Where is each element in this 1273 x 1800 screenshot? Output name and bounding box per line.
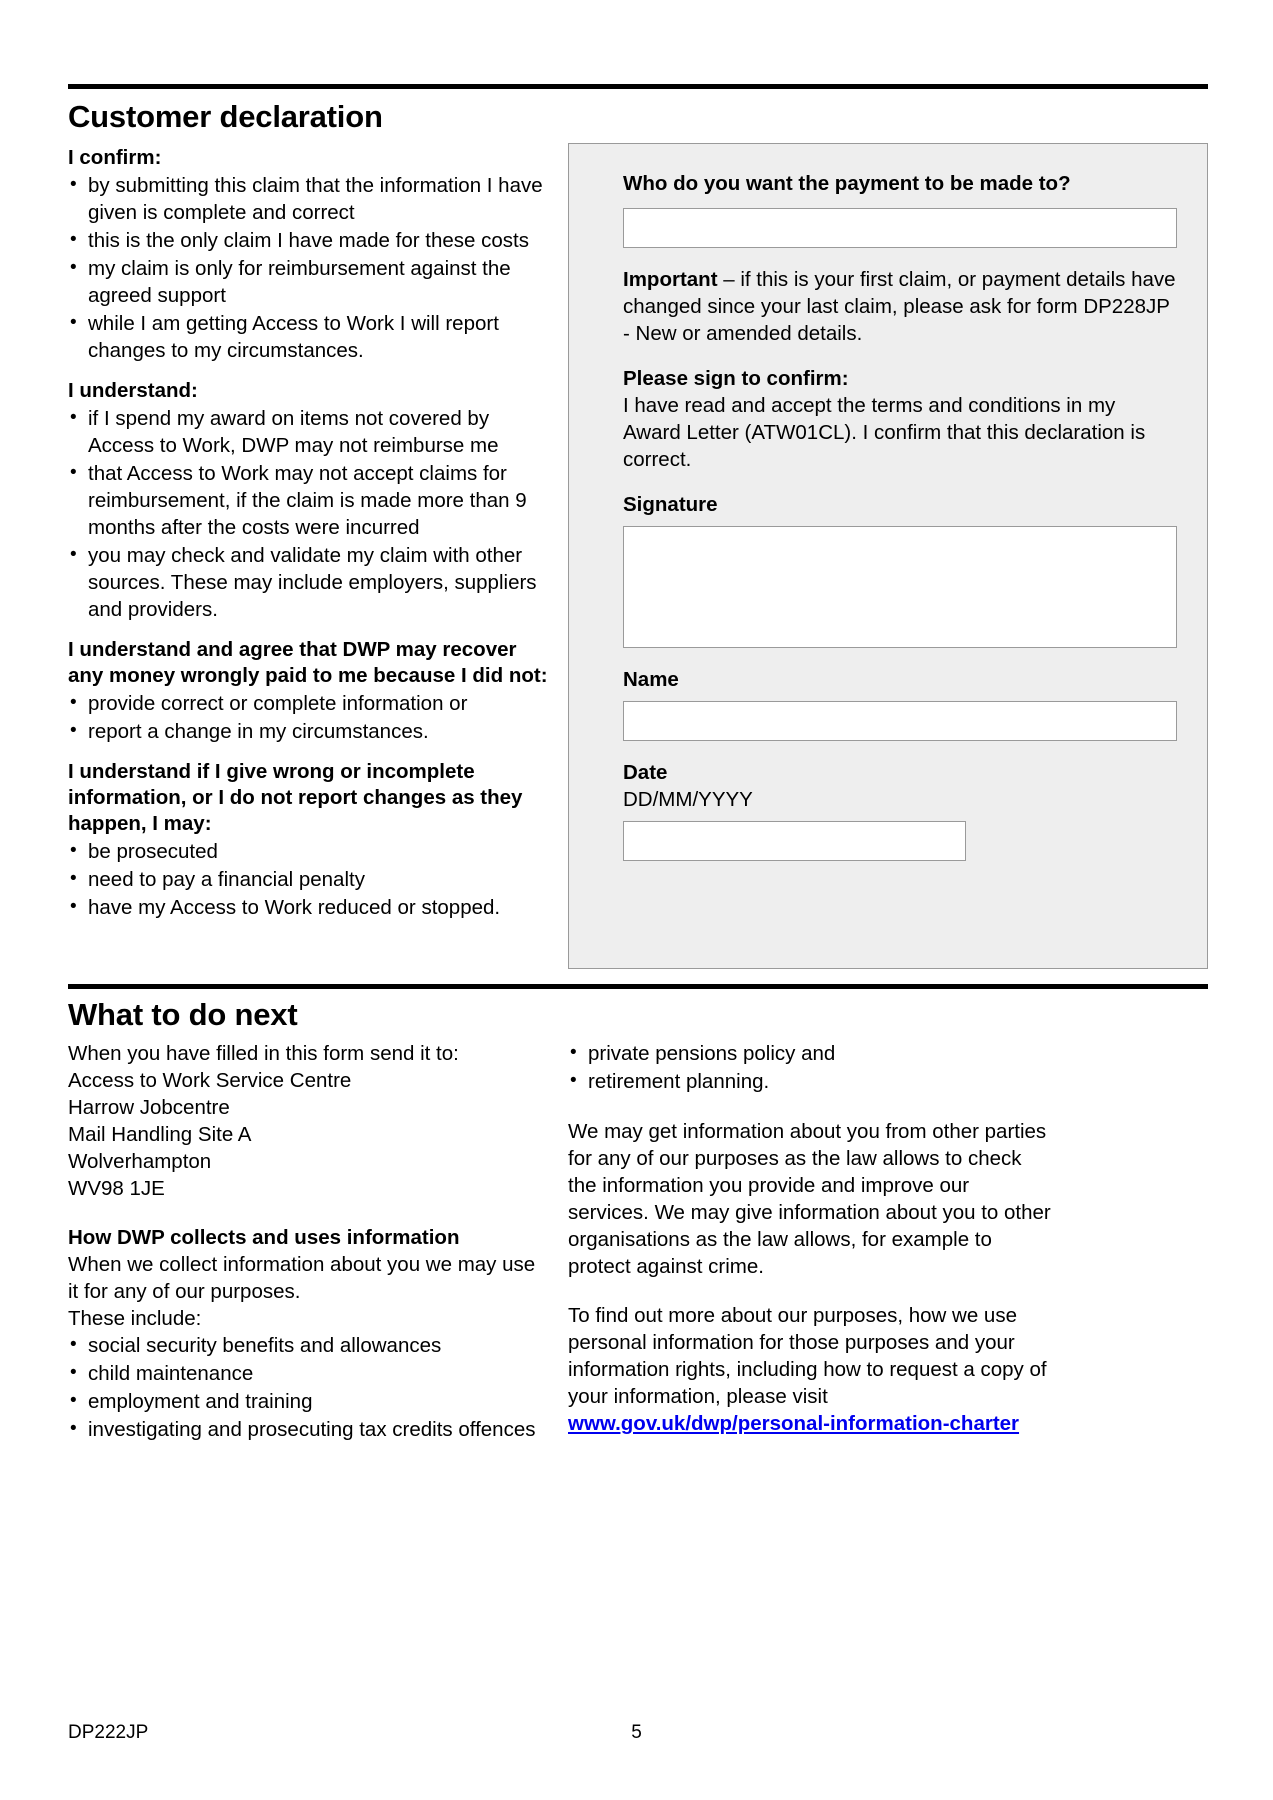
top-divider-rule [68,84,1208,89]
purposes-bullet-list-right [568,1040,1053,1095]
important-notice [623,266,1177,347]
list-item: • retirement planning. [568,1068,1053,1095]
payee-question-label: Who do you want the payment to be made to? [623,172,1071,195]
list-item: • report a change in my circumstances. [68,718,550,745]
form-code-footer: DP222JP [68,1722,149,1743]
list-item: • my claim is only for reimbursement against the agreed support [68,255,550,309]
confirm-lead-label: I confirm: [68,146,162,169]
recover-lead-label: I understand and agree that DWP may recover any money wrongly paid to me because I did not: [68,638,548,687]
list-item: • child maintenance [68,1360,538,1387]
list-item: • private pensions policy and [568,1040,1053,1067]
declaration-column [68,145,550,922]
sign-to-confirm-heading: Please sign to confirm: [623,367,849,390]
address-line: Wolverhampton [68,1150,212,1173]
signature-input[interactable] [623,526,1177,648]
date-label: Date [623,761,668,784]
dwp-info-heading: How DWP collects and uses information [68,1226,460,1249]
dwp-info-intro: When we collect information about you we may use it for any of our purposes. [68,1253,536,1303]
list-item: • provide correct or complete information or [68,690,550,717]
payee-input[interactable] [623,208,1177,248]
list-item: • social security benefits and allowances [68,1332,538,1359]
list-item: • investigating and prosecuting tax credits offences [68,1416,538,1443]
important-text: – if this is your first claim, or payment details have changed since your last claim, please ask for form DP228JP - New or amended details. [623,268,1176,345]
dwp-info-these-include: These include: [68,1307,202,1330]
section-divider-rule [68,984,1208,989]
find-out-more-paragraph [568,1302,1053,1437]
list-item: • employment and training [68,1388,538,1415]
list-item: • this is the only claim I have made for these costs [68,227,550,254]
list-item: • need to pay a financial penalty [68,866,550,893]
address-line: Access to Work Service Centre [68,1069,352,1092]
date-input[interactable] [623,821,966,861]
what-next-left-column [68,1040,538,1444]
payment-and-signature-panel [568,143,1208,969]
signature-label: Signature [623,493,718,516]
page-number-footer: 5 [631,1722,642,1743]
name-input[interactable] [623,701,1177,741]
personal-information-charter-link[interactable]: www.gov.uk/dwp/personal-information-charter [568,1412,1020,1435]
date-format-hint: DD/MM/YYYY [623,788,753,811]
understand-lead-label: I understand: [68,379,198,402]
send-intro-text: When you have filled in this form send it to: [68,1042,459,1065]
page-title-what-to-do-next: What to do next [68,997,298,1032]
address-line: Harrow Jobcentre [68,1096,230,1119]
address-line: Mail Handling Site A [68,1123,252,1146]
list-item: • while I am getting Access to Work I will report changes to my circumstances. [68,310,550,364]
understand-bullet-list [68,405,550,623]
address-line: WV98 1JE [68,1177,165,1200]
what-next-right-column [568,1040,1053,1437]
list-item: • by submitting this claim that the information I have given is complete and correct [68,172,550,226]
purposes-bullet-list-left [68,1332,538,1443]
list-item: • that Access to Work may not accept claims for reimbursement, if the claim is made more than 9 months after the costs were incurred [68,460,550,541]
important-label: Important [623,268,718,291]
wrong-info-bullet-list [68,838,550,921]
find-out-more-text: To find out more about our purposes, how we use personal information for those purposes and your information rights, including how to request a copy of your information, please visit [568,1304,1047,1408]
other-parties-paragraph: We may get information about you from other parties for any of our purposes as the law allows to check the information you provide and improve our services. We may give information about you to other organisations as the law allows, for example to protect against crime. [568,1120,1051,1278]
sign-to-confirm-text: I have read and accept the terms and conditions in my Award Letter (ATW01CL). I confirm that this declaration is correct. [623,394,1146,471]
list-item: • have my Access to Work reduced or stopped. [68,894,550,921]
confirm-bullet-list [68,172,550,364]
wrong-info-lead-label: I understand if I give wrong or incomplete information, or I do not report changes as they happen, I may: [68,760,523,835]
list-item: • you may check and validate my claim with other sources. These may include employers, suppliers and providers. [68,542,550,623]
list-item: • be prosecuted [68,838,550,865]
name-label: Name [623,668,679,691]
recover-bullet-list [68,690,550,745]
page-title-customer-declaration: Customer declaration [68,99,383,134]
list-item: • if I spend my award on items not covered by Access to Work, DWP may not reimburse me [68,405,550,459]
